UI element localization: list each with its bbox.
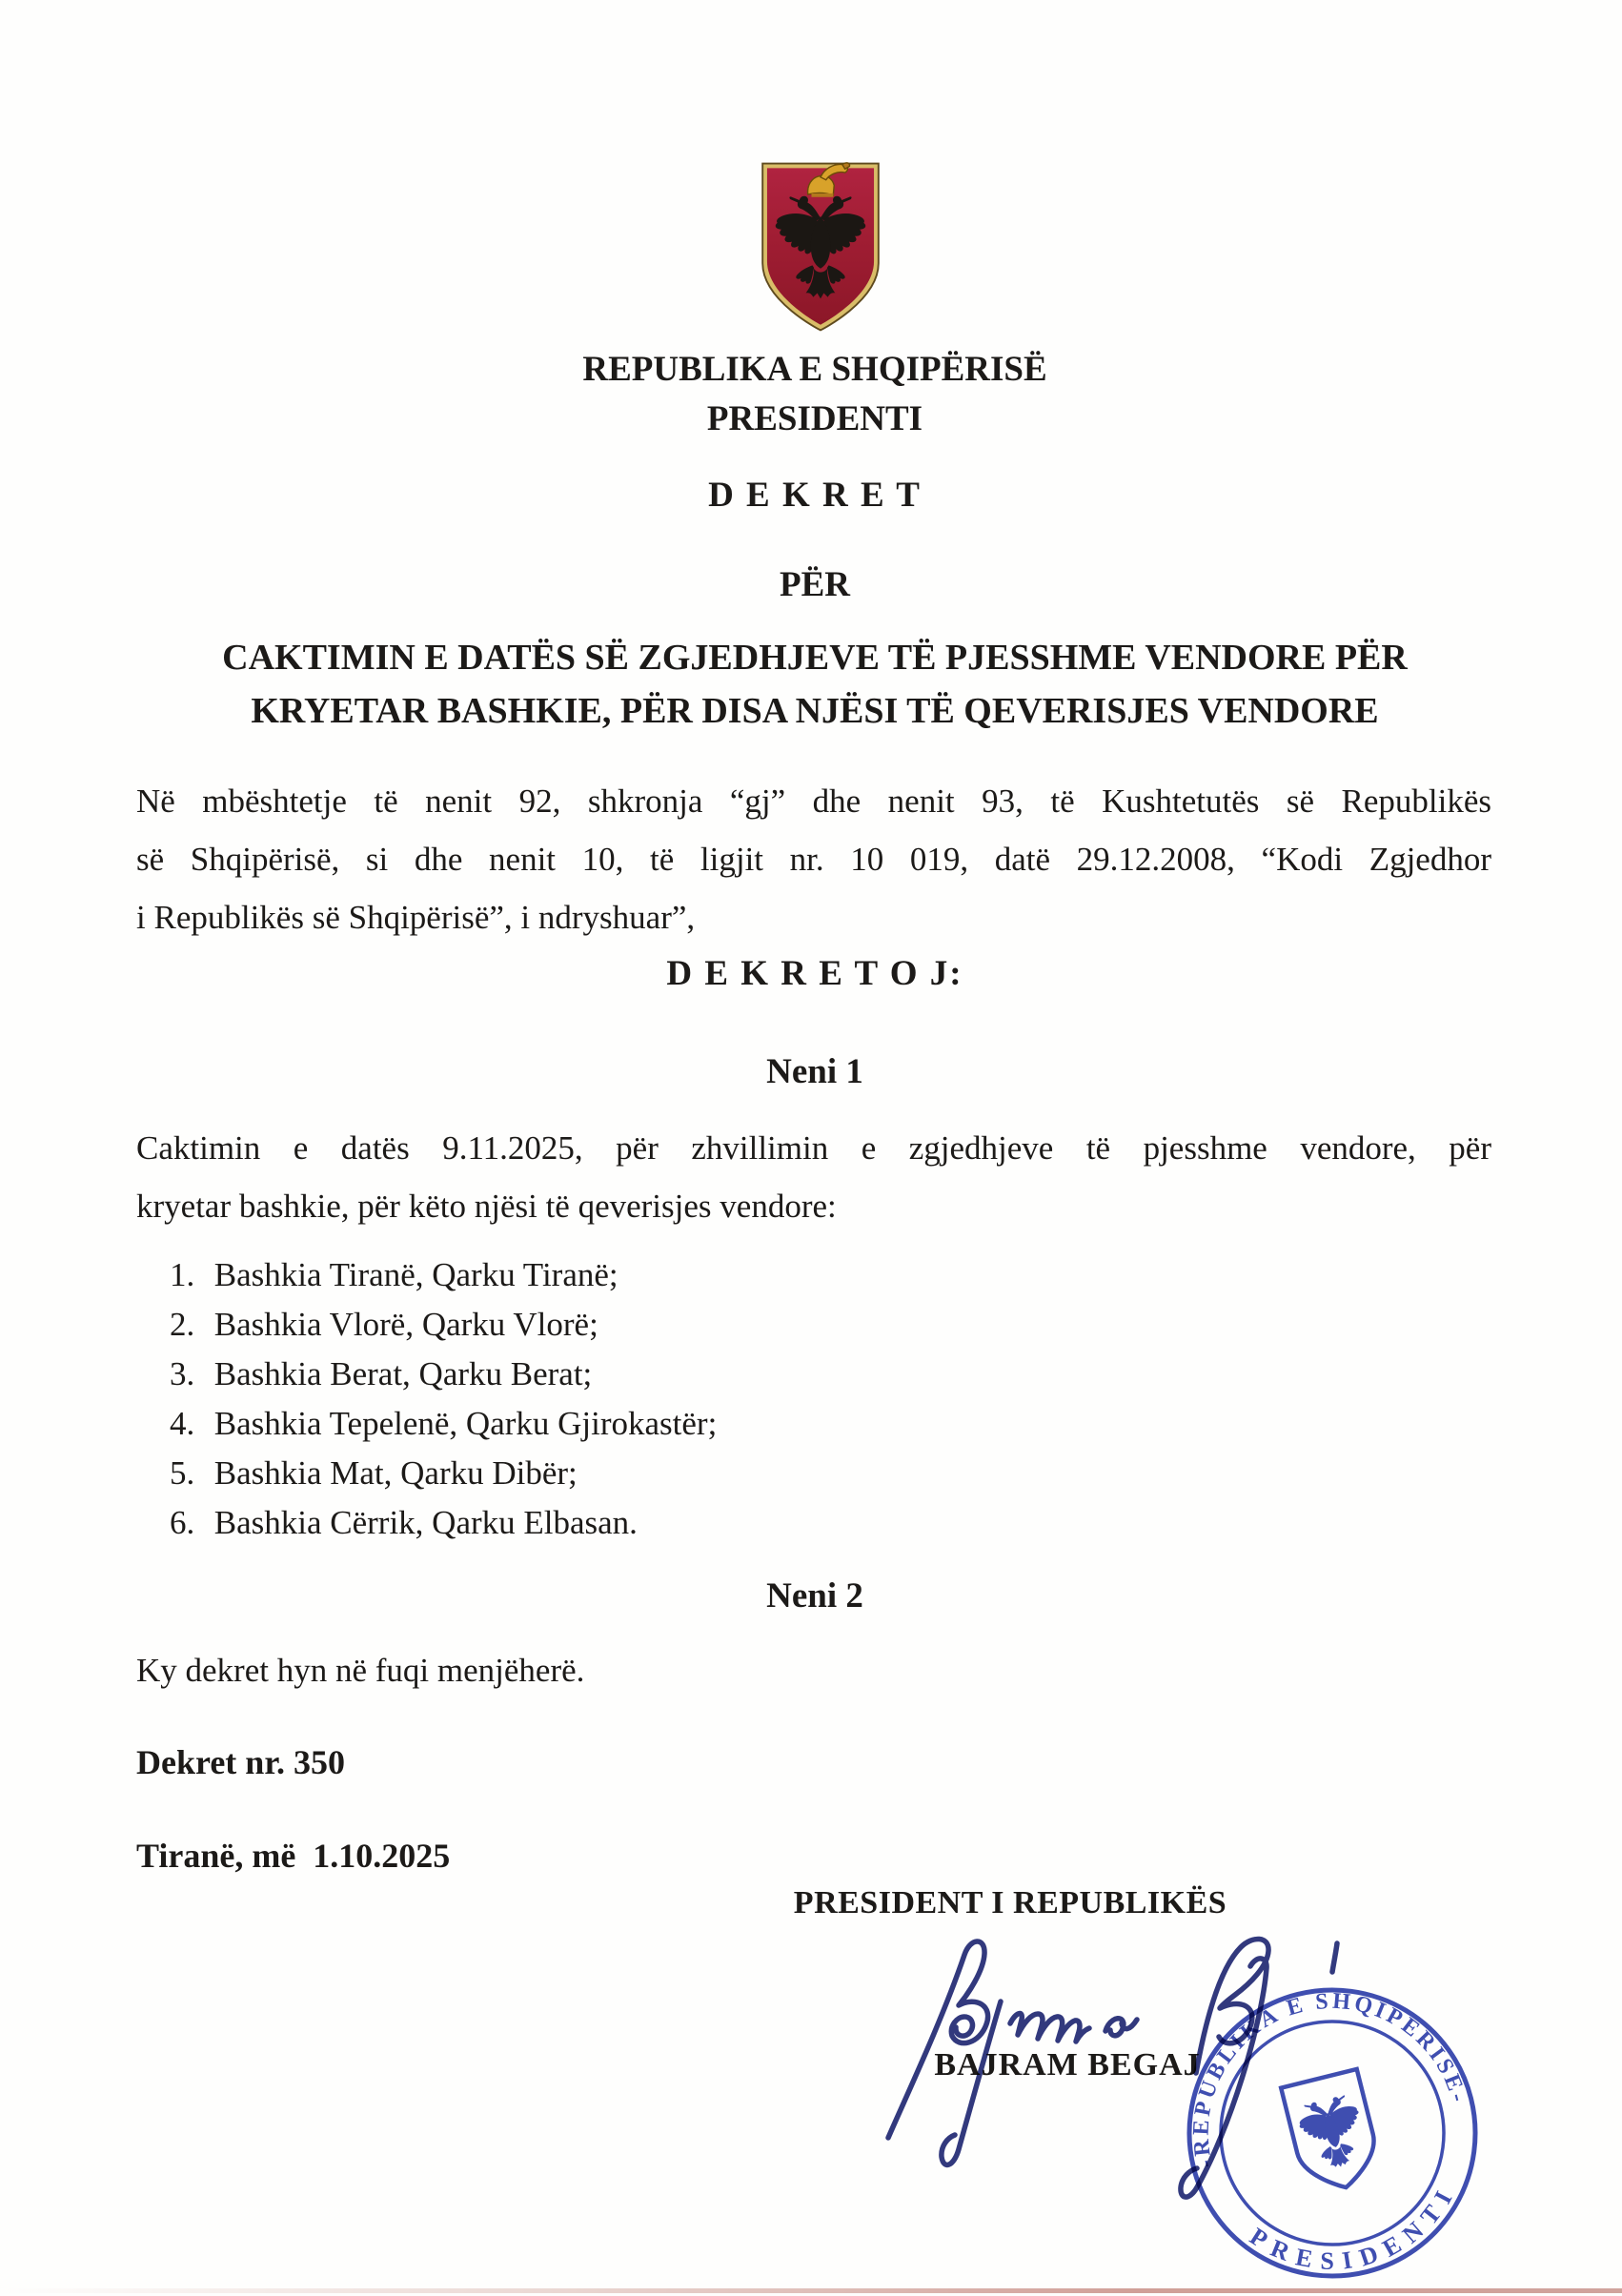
article-1-label: Neni 1: [766, 1052, 863, 1091]
list-item-number: 5.: [170, 1454, 195, 1492]
municipality-list: [170, 1250, 1409, 1548]
list-item-number: 4.: [170, 1405, 195, 1442]
list-item-text: Bashkia Tepelenë, Qarku Gjirokastër;: [213, 1405, 718, 1442]
preamble: [136, 772, 1491, 946]
president-title: PRESIDENT I REPUBLIKËS: [793, 1885, 1227, 1920]
list-item: [170, 1350, 1409, 1399]
decree-title-line-2: KRYETAR BASHKIE, PËR DISA NJËSI TË QEVERISJES VENDORE: [251, 691, 1379, 731]
scan-edge-artifact: [0, 2288, 1622, 2293]
institution-name: PRESIDENTI: [706, 399, 923, 438]
list-item-number: 6.: [170, 1504, 195, 1541]
albania-coat-of-arms-icon: [748, 156, 893, 337]
list-item-text: Bashkia Cërrik, Qarku Elbasan.: [213, 1504, 638, 1541]
article-1-line-1: Caktimin e datës 9.11.2025, për zhvillimin e zgjedhjeve të pjesshme vendore, për: [136, 1129, 1491, 1167]
preamble-line-1: Në mbështetje të nenit 92, shkronja “gj” dhe nenit 93, të Kushtetutës së Republikës: [136, 782, 1491, 820]
list-item-number: 2.: [170, 1306, 195, 1343]
list-item: [170, 1250, 1409, 1300]
decree-title-line-1: CAKTIMIN E DATËS SË ZGJEDHJEVE TË PJESSHME VENDORE PËR: [222, 638, 1408, 678]
article-1-line-2: kryetar bashkie, për këto njësi të qeverisjes vendore:: [136, 1188, 837, 1225]
decree-heading: D E K R E T: [708, 476, 922, 515]
preamble-line-2: së Shqipërisë, si dhe nenit 10, të ligjit nr. 10 019, datë 29.12.2008, “Kodi Zgjedhor: [136, 841, 1491, 878]
list-item-text: Bashkia Vlorë, Qarku Vlorë;: [213, 1306, 598, 1343]
enacting-heading: D E K R E T O J:: [666, 954, 963, 993]
article-2-label: Neni 2: [766, 1576, 863, 1615]
list-item: [170, 1498, 1409, 1548]
preamble-line-3: i Republikës së Shqipërisë”, i ndryshuar”,: [136, 899, 696, 936]
list-item-text: Bashkia Mat, Qarku Dibër;: [213, 1454, 578, 1492]
list-item: [170, 1399, 1409, 1449]
article-2-text: Ky dekret hyn në fuqi menjëherë.: [136, 1652, 585, 1689]
president-name: BAJRAM BEGAJ: [934, 2047, 1201, 2083]
list-item: [170, 1300, 1409, 1350]
list-item-text: Bashkia Tiranë, Qarku Tiranë;: [213, 1256, 618, 1293]
republic-name: REPUBLIKA E SHQIPËRISË: [582, 350, 1047, 389]
list-item-number: 1.: [170, 1256, 195, 1293]
president-signature-icon: [820, 1911, 1353, 2225]
for-heading: PËR: [780, 565, 850, 604]
stamp-bottom-text: PRESIDENTI: [1245, 2178, 1463, 2275]
list-item-text: Bashkia Berat, Qarku Berat;: [213, 1355, 593, 1392]
list-item-number: 3.: [170, 1355, 195, 1392]
place-and-date: Tiranë, më 1.10.2025: [136, 1837, 451, 1875]
stamp-top-text: -REPUBLIKA E SHQIPËRISË-: [1188, 1988, 1472, 2171]
list-item: [170, 1449, 1409, 1498]
article-1-text: [136, 1119, 1491, 1235]
decree-number: Dekret nr. 350: [136, 1743, 345, 1781]
